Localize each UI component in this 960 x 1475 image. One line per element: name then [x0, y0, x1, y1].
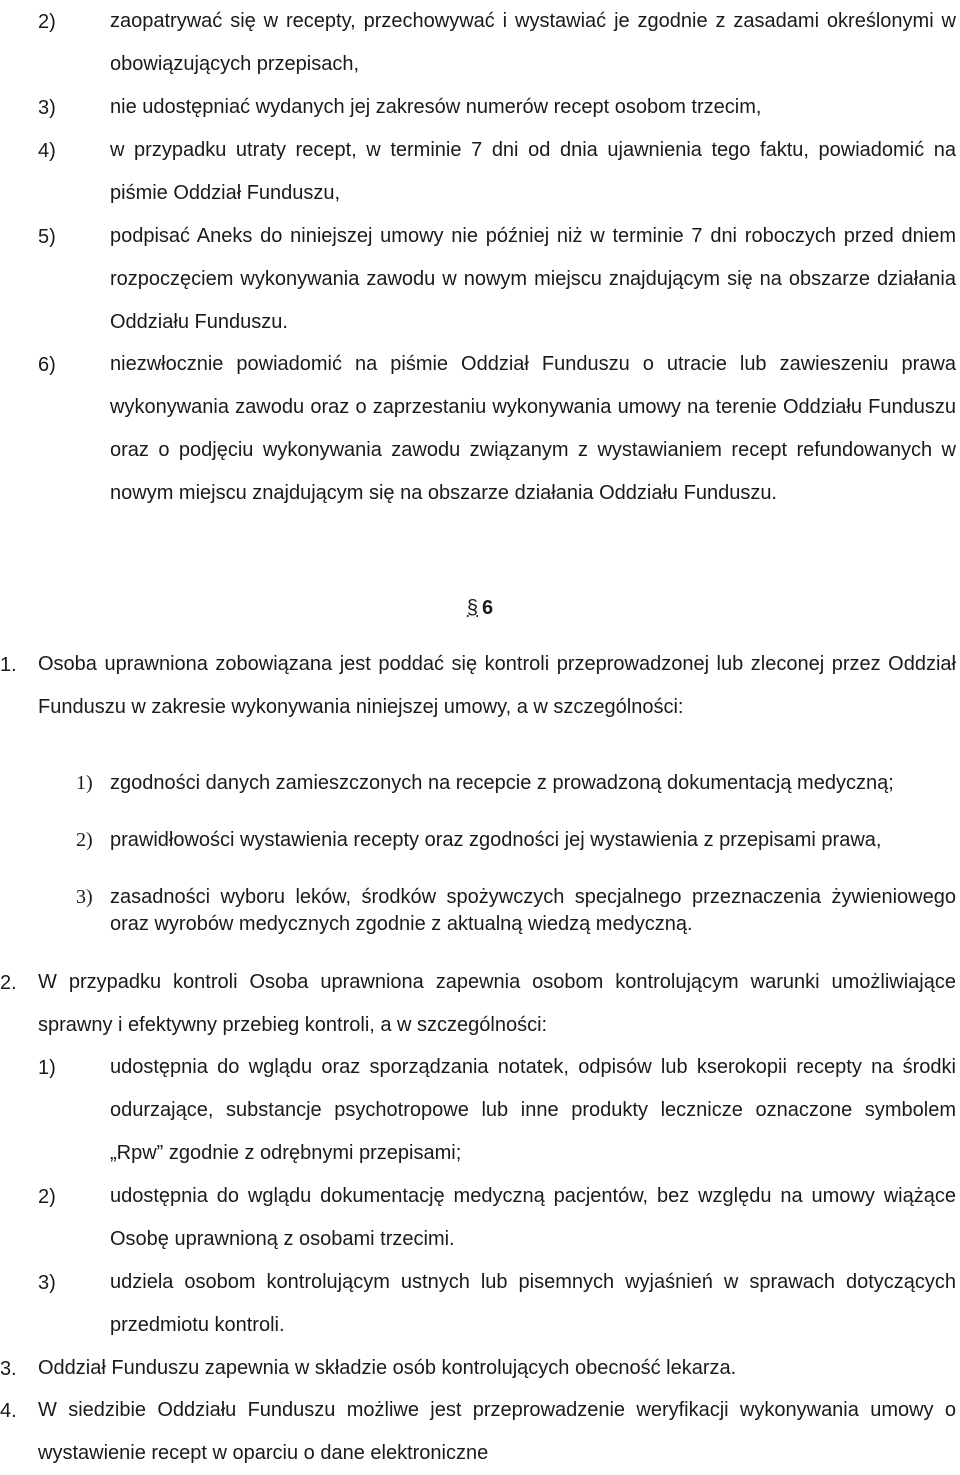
- paragraph-number: 3.: [0, 1358, 17, 1380]
- section-symbol: §: [466, 597, 478, 619]
- list-number: 1): [76, 772, 93, 794]
- paragraph-number: 1.: [0, 654, 17, 676]
- list-text: podpisać Aneks do niniejszej umowy nie później niż w terminie 7 dni roboczych przed dniem rozpoczęciem wykonywania zawodu w nowym miejscu znajdującym się na obszarze działania Oddziału Funduszu.: [110, 225, 956, 333]
- paragraph-text: W przypadku kontroli Osoba uprawniona zapewnia osobom kontrolującym warunki umożliwiające sprawny i efektywny przebieg kontroli, a w szczególności:: [38, 971, 956, 1036]
- paragraph-text: Oddział Funduszu zapewnia w składzie osób kontrolujących obecność lekarza.: [38, 1357, 737, 1379]
- list-number: 4): [38, 140, 56, 162]
- list-text: udziela osobom kontrolującym ustnych lub pisemnych wyjaśnień w sprawach dotyczących przedmiotu kontroli.: [110, 1271, 956, 1336]
- list-number: 3): [76, 886, 93, 908]
- list-text: prawidłowości wystawienia recepty oraz zgodności jej wystawienia z przepisami prawa,: [110, 829, 882, 851]
- list-number: 2): [38, 11, 56, 33]
- list-number: 2): [76, 829, 93, 851]
- list-text: w przypadku utraty recept, w terminie 7 dni od dnia ujawnienia tego faktu, powiadomić na piśmie Oddział Funduszu,: [110, 139, 956, 204]
- paragraph-text: Osoba uprawniona zobowiązana jest poddać się kontroli przeprowadzonej lub zleconej przez Oddział Funduszu w zakresie wykonywania niniejszej umowy, a w szczególności:: [38, 653, 956, 718]
- list-text: zgodności danych zamieszczonych na recepcie z prowadzoną dokumentacją medyczną;: [110, 772, 894, 794]
- paragraph-number: 2.: [0, 972, 17, 994]
- list-number: 2): [38, 1186, 56, 1208]
- list-text: udostępnia do wglądu dokumentację medyczną pacjentów, bez względu na umowy wiążące Osobę uprawnioną z osobami trzecimi.: [110, 1185, 956, 1250]
- paragraph-number: 4.: [0, 1400, 17, 1422]
- list-number: 5): [38, 226, 56, 248]
- list-text: niezwłocznie powiadomić na piśmie Oddział Funduszu o utracie lub zawieszeniu prawa wykonywania zawodu oraz o zaprzestaniu wykonywania umowy na terenie Oddziału Funduszu oraz o podjęciu wykonywania zawodu związanym z wystawianiem recept refundowanych w nowym miejscu znajdującym się na obszarze działania Oddziału Funduszu.: [110, 353, 956, 504]
- section-heading: [0, 597, 960, 620]
- list-number: 1): [38, 1057, 56, 1079]
- section-number: 6: [482, 597, 494, 619]
- list-number: 6): [38, 354, 56, 376]
- list-text: nie udostępniać wydanych jej zakresów numerów recept osobom trzecim,: [110, 96, 762, 118]
- list-text: zasadności wyboru leków, środków spożywczych specjalnego przeznaczenia żywieniowego oraz wyrobów medycznych zgodnie z aktualną wiedzą medyczną.: [110, 886, 956, 935]
- list-text: zaopatrywać się w recepty, przechowywać i wystawiać je zgodnie z zasadami określonymi w obowiązujących przepisach,: [110, 10, 956, 75]
- list-number: 3): [38, 97, 56, 119]
- list-text: udostępnia do wglądu oraz sporządzania notatek, odpisów lub kserokopii recepty na środki odurzające, substancje psychotropowe lub inne produkty lecznicze oznaczone symbolem „Rpw” zgodnie z odrębnymi przepisami;: [110, 1056, 956, 1164]
- paragraph-text: W siedzibie Oddziału Funduszu możliwe jest przeprowadzenie weryfikacji wykonywania umowy o wystawienie recept w oparciu o dane elektroniczne: [38, 1399, 956, 1464]
- list-number: 3): [38, 1272, 56, 1294]
